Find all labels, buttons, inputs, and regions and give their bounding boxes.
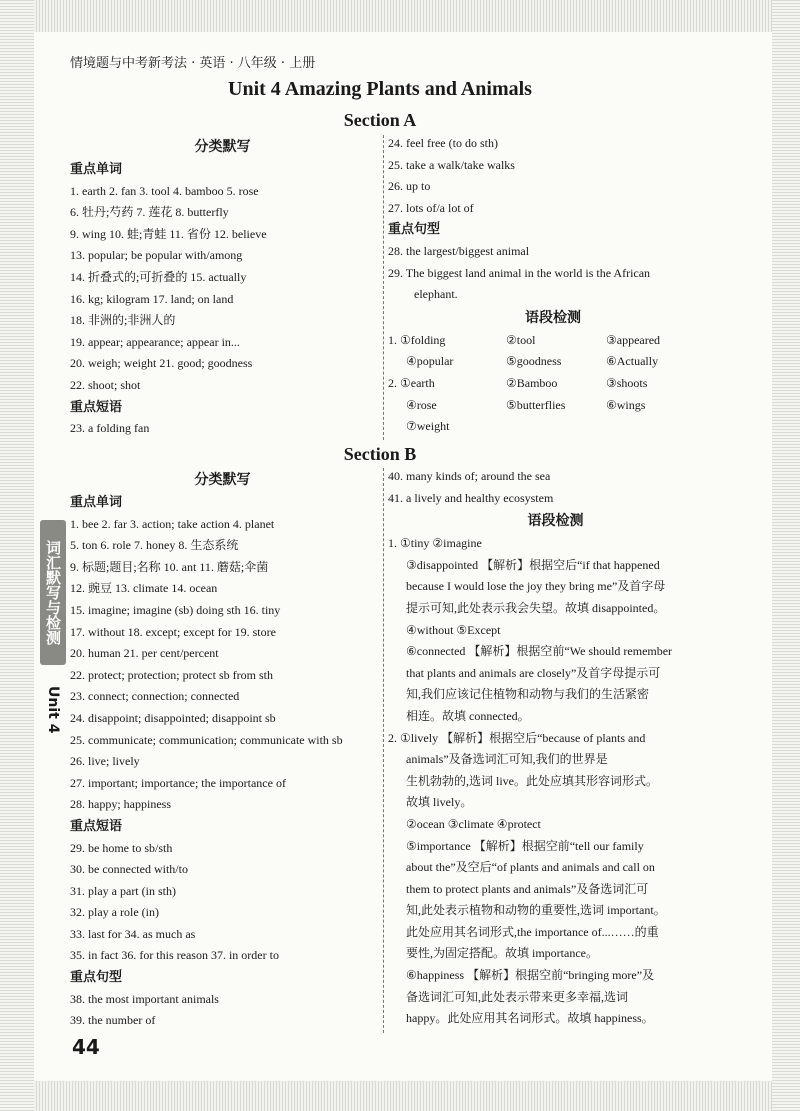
section-a-title: Section A xyxy=(343,110,417,130)
column-divider-a xyxy=(383,135,384,440)
vocab-line: 17. without 18. except; except for 19. store xyxy=(70,624,276,639)
vocab-line: 9. wing 10. 蛙;青蛙 11. 省份 12. believe xyxy=(70,226,267,241)
answer-cell: ④rose xyxy=(406,397,437,412)
answer-cell: ⑥wings xyxy=(606,397,646,412)
phrase-line: 33. last for 34. as much as xyxy=(70,926,196,941)
sentence-line: 39. the number of xyxy=(70,1013,156,1028)
vocab-line: 5. ton 6. role 7. honey 8. 生态系统 xyxy=(70,538,239,553)
analysis-line: ⑤importance 【解析】根据空前“tell our family xyxy=(406,838,644,853)
page-number: 44 xyxy=(72,1035,100,1059)
analysis-line: 要性,为固定搭配。故填 importance。 xyxy=(406,946,598,961)
unit-title: Unit 4 Amazing Plants and Animals xyxy=(228,78,532,100)
vocab-line: 23. connect; connection; connected xyxy=(70,689,240,704)
vocab-line: 22. shoot; shot xyxy=(70,377,141,392)
section-a-right xyxy=(388,133,718,438)
vocab-line: 20. human 21. per cent/percent xyxy=(70,646,219,661)
vocab-line: 20. weigh; weight 21. good; goodness xyxy=(70,356,253,371)
section-b-title: Section B xyxy=(343,444,417,464)
analysis-line: because I would lose the joy they bring me”及首字母 xyxy=(406,579,666,594)
analysis-line: animals”及备选词汇可知,我们的世界是 xyxy=(406,752,608,767)
answer-row xyxy=(388,330,718,352)
answer-cell: ②Bamboo xyxy=(506,375,558,390)
column-divider-b xyxy=(383,468,384,1033)
section-a-left xyxy=(70,135,375,440)
answer-row xyxy=(388,416,718,438)
answer-cell: 2. ①earth xyxy=(388,375,435,390)
phrase-line: 32. play a role (in) xyxy=(70,905,159,920)
scan-border-top xyxy=(0,0,800,32)
sentence-line: elephant. xyxy=(414,287,458,302)
vocab-line: 14. 折叠式的;可折叠的 15. actually xyxy=(70,269,247,284)
answer-cell xyxy=(506,416,606,438)
section-b-sentences-heading: 重点句型 xyxy=(70,970,123,986)
phrase-line: 24. feel free (to do sth) xyxy=(388,136,498,150)
answer-cell: ⑤goodness xyxy=(506,354,562,369)
answer-row xyxy=(388,373,718,395)
analysis-line: 故填 lively。 xyxy=(406,795,473,810)
phrase-line: 31. play a part (in sth) xyxy=(70,883,176,898)
answer-cell: ⑥Actually xyxy=(606,354,659,369)
analysis-line: about the”及空后“of plants and animals and call on xyxy=(406,860,655,875)
analysis-line: 生机勃勃的,选词 live。此处应填其形容词形式。 xyxy=(406,773,658,788)
phrase-line: 25. take a walk/take walks xyxy=(388,157,515,172)
analysis-line: happy。此处应用其名词形式。故填 happiness。 xyxy=(406,1011,654,1026)
phrase-line: 30. be connected with/to xyxy=(70,862,188,877)
analysis-line: that plants and animals are closely”及首字母提示可 xyxy=(406,665,661,680)
phrase-line: 40. many kinds of; around the sea xyxy=(388,469,551,483)
vocab-line: 26. live; lively xyxy=(70,754,140,769)
analysis-line: 此处应用其名词形式,the importance of...……的重 xyxy=(406,924,659,939)
analysis-line: 2. ①lively 【解析】根据空后“because of plants and xyxy=(388,730,646,745)
sentence-line: 28. the largest/biggest animal xyxy=(388,243,530,258)
vocab-line: 9. 标题;题目;名称 10. ant 11. 蘑菇;伞菌 xyxy=(70,559,269,574)
section-a-sentences-heading: 重点句型 xyxy=(388,222,441,238)
answer-cell: ⑦weight xyxy=(406,419,450,434)
vocab-line: 28. happy; happiness xyxy=(70,797,171,812)
analysis-line: ②ocean ③climate ④protect xyxy=(406,816,541,831)
answer-cell: 1. ①folding xyxy=(388,332,446,347)
vocab-line: 19. appear; appearance; appear in... xyxy=(70,334,240,349)
analysis-line: 相连。故填 connected。 xyxy=(406,708,530,723)
side-tab-vocab: 词汇默写与检测 xyxy=(40,520,66,665)
analysis-line: ③disappointed 【解析】根据空后“if that happened xyxy=(406,557,660,572)
section-b-left-heading: 分类默写 xyxy=(194,472,251,488)
section-b-right xyxy=(388,466,723,1030)
vocab-line: 1. bee 2. far 3. action; take action 4. planet xyxy=(70,516,275,531)
section-b-left xyxy=(70,468,375,1032)
section-b-words-heading: 重点单词 xyxy=(70,495,123,510)
analysis-line: 知,此处表示植物和动物的重要性,选词 important。 xyxy=(406,903,666,918)
phrase-line: 41. a lively and healthy ecosystem xyxy=(388,490,554,505)
phrase-line: 27. lots of/a lot of xyxy=(388,200,474,215)
phrase-line: 29. be home to sb/sth xyxy=(70,840,173,855)
vocab-line: 27. important; importance; the importance of xyxy=(70,775,286,790)
vocab-line: 22. protect; protection; protect sb from sth xyxy=(70,667,273,682)
scan-border-right xyxy=(772,0,800,1111)
answer-cell: ③shoots xyxy=(606,375,648,390)
phrase-line: 26. up to xyxy=(388,179,431,194)
answer-cell: ④popular xyxy=(406,354,454,369)
scan-border-bottom xyxy=(0,1081,800,1111)
vocab-line: 1. earth 2. fan 3. tool 4. bamboo 5. rose xyxy=(70,183,259,198)
section-b-test-heading: 语段检测 xyxy=(527,513,584,530)
analysis-line: ⑥connected 【解析】根据空前“We should remember xyxy=(406,644,673,659)
analysis-line: ⑥happiness 【解析】根据空前“bringing more”及 xyxy=(406,968,655,983)
analysis-line: 1. ①tiny ②imagine xyxy=(388,536,482,551)
vocab-line: 25. communicate; communication; communicate with sb xyxy=(70,732,343,747)
section-b-phrases-heading: 重点短语 xyxy=(70,818,123,834)
analysis-line: them to protect plants and animals”及备选词汇可 xyxy=(406,881,649,896)
scan-border-left xyxy=(0,0,34,1111)
sentence-line: 38. the most important animals xyxy=(70,991,219,1006)
answer-cell: ③appeared xyxy=(606,332,661,347)
answer-row xyxy=(388,351,718,373)
section-a-words-heading: 重点单词 xyxy=(70,162,123,177)
book-header: 情境题与中考新考法 · 英语 · 八年级 · 上册 xyxy=(70,56,316,71)
phrase-line: 23. a folding fan xyxy=(70,421,150,436)
answer-cell xyxy=(606,416,706,438)
vocab-line: 15. imagine; imagine (sb) doing sth 16. tiny xyxy=(70,602,281,617)
answer-cell: ②tool xyxy=(506,332,536,347)
sentence-line: 29. The biggest land animal in the world is the African xyxy=(388,265,651,280)
vocab-line: 12. 豌豆 13. climate 14. ocean xyxy=(70,581,218,596)
section-a-phrases-heading: 重点短语 xyxy=(70,399,123,415)
vocab-line: 24. disappoint; disappointed; disappoint sb xyxy=(70,710,276,725)
analysis-line: 知,我们应该记住植物和动物与我们的生活紧密 xyxy=(406,687,650,702)
analysis-line: 提示可知,此处表示我会失望。故填 disappointed。 xyxy=(406,600,666,615)
vocab-line: 18. 非洲的;非洲人的 xyxy=(70,313,176,328)
phrase-line: 35. in fact 36. for this reason 37. in order to xyxy=(70,948,279,963)
analysis-line: ④without ⑤Except xyxy=(406,622,501,637)
section-a-test-heading: 语段检测 xyxy=(525,309,581,326)
vocab-line: 16. kg; kilogram 17. land; on land xyxy=(70,291,234,306)
vocab-line: 6. 牡丹;芍药 7. 莲花 8. butterfly xyxy=(70,205,229,220)
answer-cell: ⑤butterflies xyxy=(506,397,566,412)
answer-row xyxy=(388,395,718,417)
section-a-left-heading: 分类默写 xyxy=(194,139,251,155)
side-unit-label: Unit 4 xyxy=(45,686,61,734)
analysis-line: 备选词汇可知,此处表示带来更多幸福,选词 xyxy=(406,989,629,1004)
vocab-line: 13. popular; be popular with/among xyxy=(70,248,243,263)
